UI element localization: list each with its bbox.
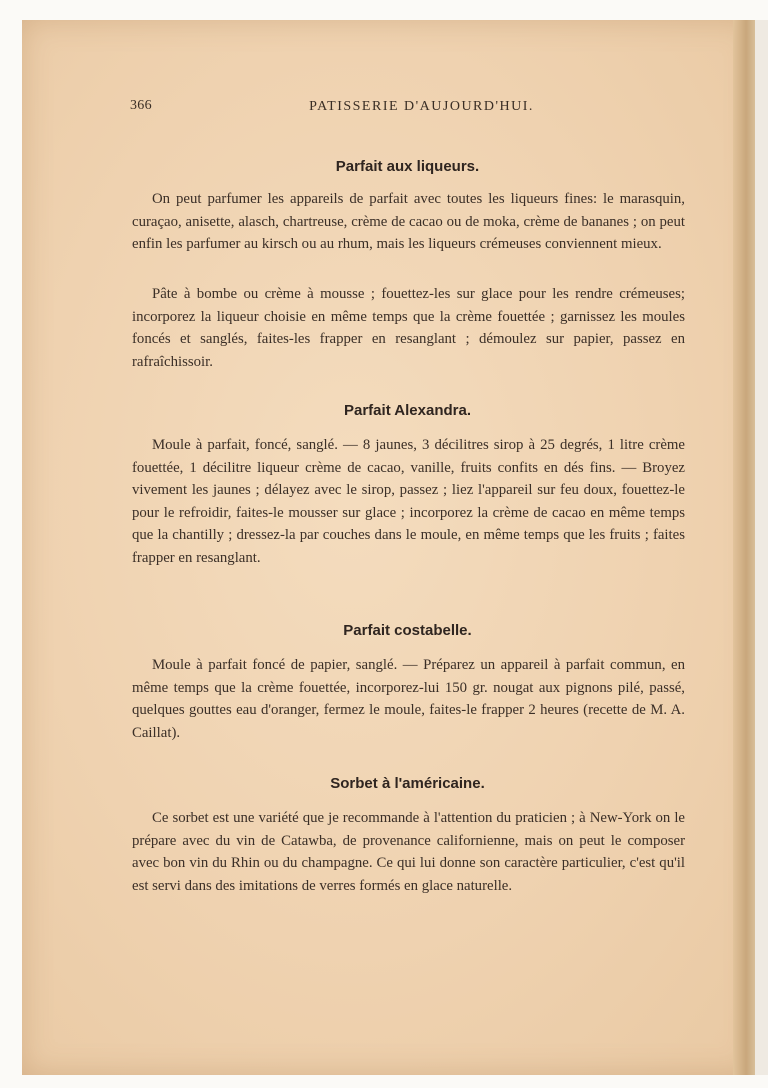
paragraph: Moule à parfait, foncé, sanglé. — 8 jaunes, 3 décilitres sirop à 25 degrés, 1 litre crème fouettée, 1 décilitre liqueur crème de cacao, vanille, fruits confits en dés fins. — Broyez vivement les jaunes ; délayez avec le sirop, passez ; liez l'appareil sur feu doux, fouettez-le pour le refroidir, faites-le mousser sur glace ; incorporez la crème de cacao en même temps que la chantilly ; dressez-la par couches dans le moule, en même temps que les fruits ; faites frapper en resanglant. [132, 437, 685, 566]
paragraph: On peut parfumer les appareils de parfait avec toutes les liqueurs fines: le marasquin, curaçao, anisette, alasch, chartreuse, crème de cacao ou de moka, crème de bananes ; on peut enfin les parfumer au kirsch ou au rhum, mais les liqueurs crémeuses conviennent mieux. [132, 191, 685, 252]
section-heading-parfait-alexandra: Parfait Alexandra. [344, 402, 471, 419]
page-spine-shadow [733, 20, 755, 1075]
scan-right-margin [755, 20, 768, 1075]
page-number: 366 [130, 98, 152, 113]
section-heading-sorbet-a-l-americaine: Sorbet à l'américaine. [330, 775, 485, 792]
paragraph: Ce sorbet est une variété que je recommande à l'attention du praticien ; à New-York on le prépare avec du vin de Catawba, de provenance californienne, mais on peut le composer avec bon vin du Rhin ou du champagne. Ce qui lui donne son caractère particulier, c'est qu'il est servi dans des imitations de verres formés en glace naturelle. [132, 810, 685, 894]
paragraph: Pâte à bombe ou crème à mousse ; fouettez-les sur glace pour les rendre crémeuses; incorporez la liqueur choisie en même temps que la crème fouettée ; garnissez les moules foncés et sanglés, faites-les frapper en resanglant ; démoulez sur papier, passez en rafraîchissoir. [132, 286, 685, 370]
running-title: PATISSERIE D'AUJOURD'HUI. [309, 99, 534, 114]
paragraph: Moule à parfait foncé de papier, sanglé. — Préparez un appareil à parfait commun, en même temps que la crème fouettée, incorporez-lui 150 gr. nougat aux pignons pilé, passé, quelques gouttes eau d'oranger, fermez le moule, faites-le frapper 2 heures (recette de M. A. Caillat). [132, 657, 685, 741]
running-header [130, 98, 685, 118]
section-heading-parfait-aux-liqueurs: Parfait aux liqueurs. [335, 158, 480, 175]
section-heading-parfait-costabelle: Parfait costabelle. [343, 622, 472, 639]
